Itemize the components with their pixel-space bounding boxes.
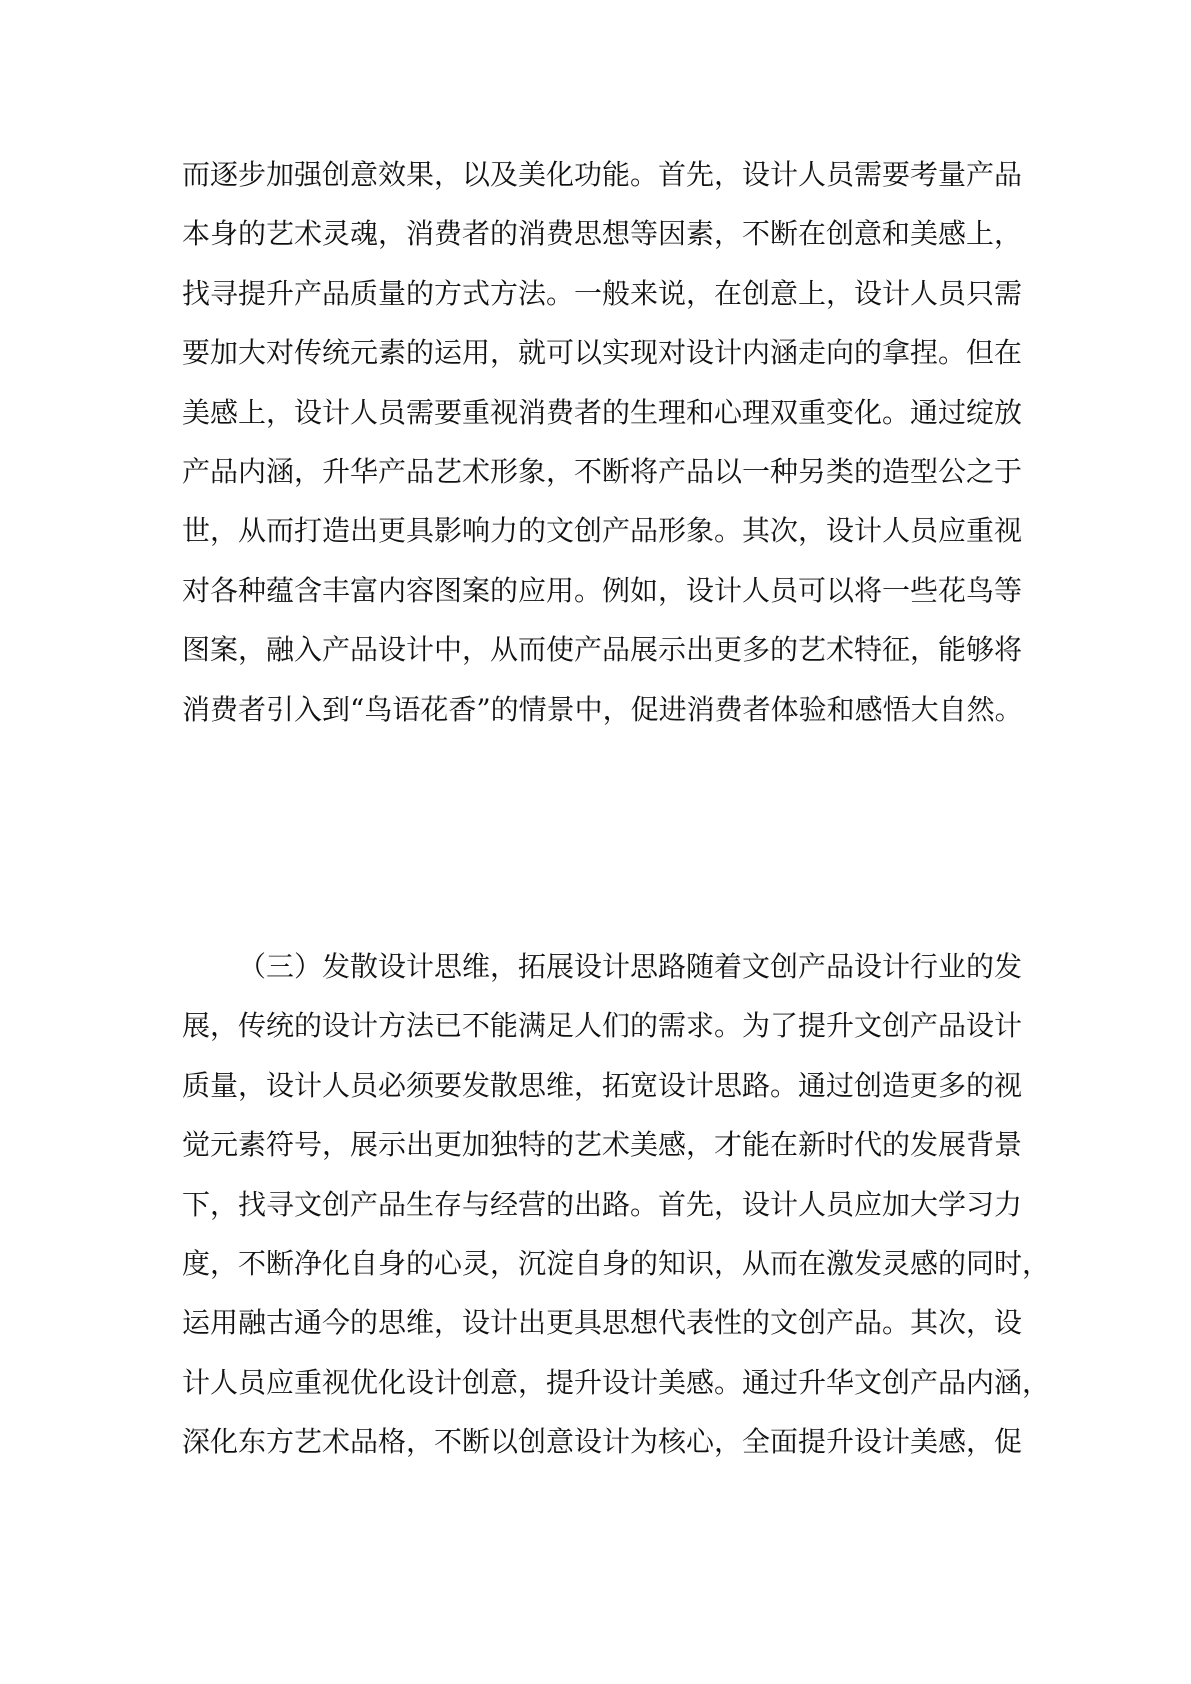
paragraph-line: 找寻提升产品质量的方式方法。一般来说，在创意上，设计人员只需 [182, 276, 1023, 310]
paragraph-line: 产品内涵，升华产品艺术形象，不断将产品以一种另类的造型公之于 [182, 454, 1023, 488]
paragraph-line: 下，找寻文创产品生存与经营的出路。首先，设计人员应加大学习力 [182, 1187, 1023, 1221]
paragraph-line: 对各种蕴含丰富内容图案的应用。例如，设计人员可以将一些花鸟等 [182, 573, 1023, 607]
paragraph-line: 运用融古通今的思维，设计出更具思想代表性的文创产品。其次，设 [182, 1306, 1023, 1340]
paragraph-2 [182, 937, 1051, 1472]
paragraph-line: 要加大对传统元素的运用，就可以实现对设计内涵走向的拿捏。但在 [182, 336, 1023, 370]
paragraph-line: 度，不断净化自身的心灵，沉淀自身的知识，从而在激发灵感的同时， [182, 1246, 1051, 1280]
paragraph-line: 觉元素符号，展示出更加独特的艺术美感，才能在新时代的发展背景 [182, 1128, 1023, 1162]
paragraph-line: 计人员应重视优化设计创意，提升设计美感。通过升华文创产品内涵， [182, 1365, 1051, 1399]
paragraph-line: 而逐步加强创意效果，以及美化功能。首先，设计人员需要考量产品 [182, 158, 1023, 191]
paragraph-line: 美感上，设计人员需要重视消费者的生理和心理双重变化。通过绽放 [182, 395, 1023, 429]
section-heading-line: （三）发散设计思维，拓展设计思路随着文创产品设计行业的发 [238, 950, 1023, 983]
paragraph-line: 消费者引入到“鸟语花香”的情景中，促进消费者体验和感悟大自然。 [182, 692, 1023, 726]
paragraph-line: 展，传统的设计方法已不能满足人们的需求。为了提升文创产品设计 [182, 1009, 1023, 1043]
paragraph-1 [182, 145, 1023, 739]
paragraph-line: 深化东方艺术品格，不断以创意设计为核心，全面提升设计美感，促 [182, 1425, 1023, 1459]
paragraph-line: 质量，设计人员必须要发散思维，拓宽设计思路。通过创造更多的视 [182, 1068, 1023, 1102]
paragraph-line: 图案，融入产品设计中，从而使产品展示出更多的艺术特征，能够将 [182, 633, 1023, 667]
paragraph-line: 世，从而打造出更具影响力的文创产品形象。其次，设计人员应重视 [182, 514, 1023, 548]
paragraph-line: 本身的艺术灵魂，消费者的消费思想等因素，不断在创意和美感上， [182, 217, 1023, 251]
